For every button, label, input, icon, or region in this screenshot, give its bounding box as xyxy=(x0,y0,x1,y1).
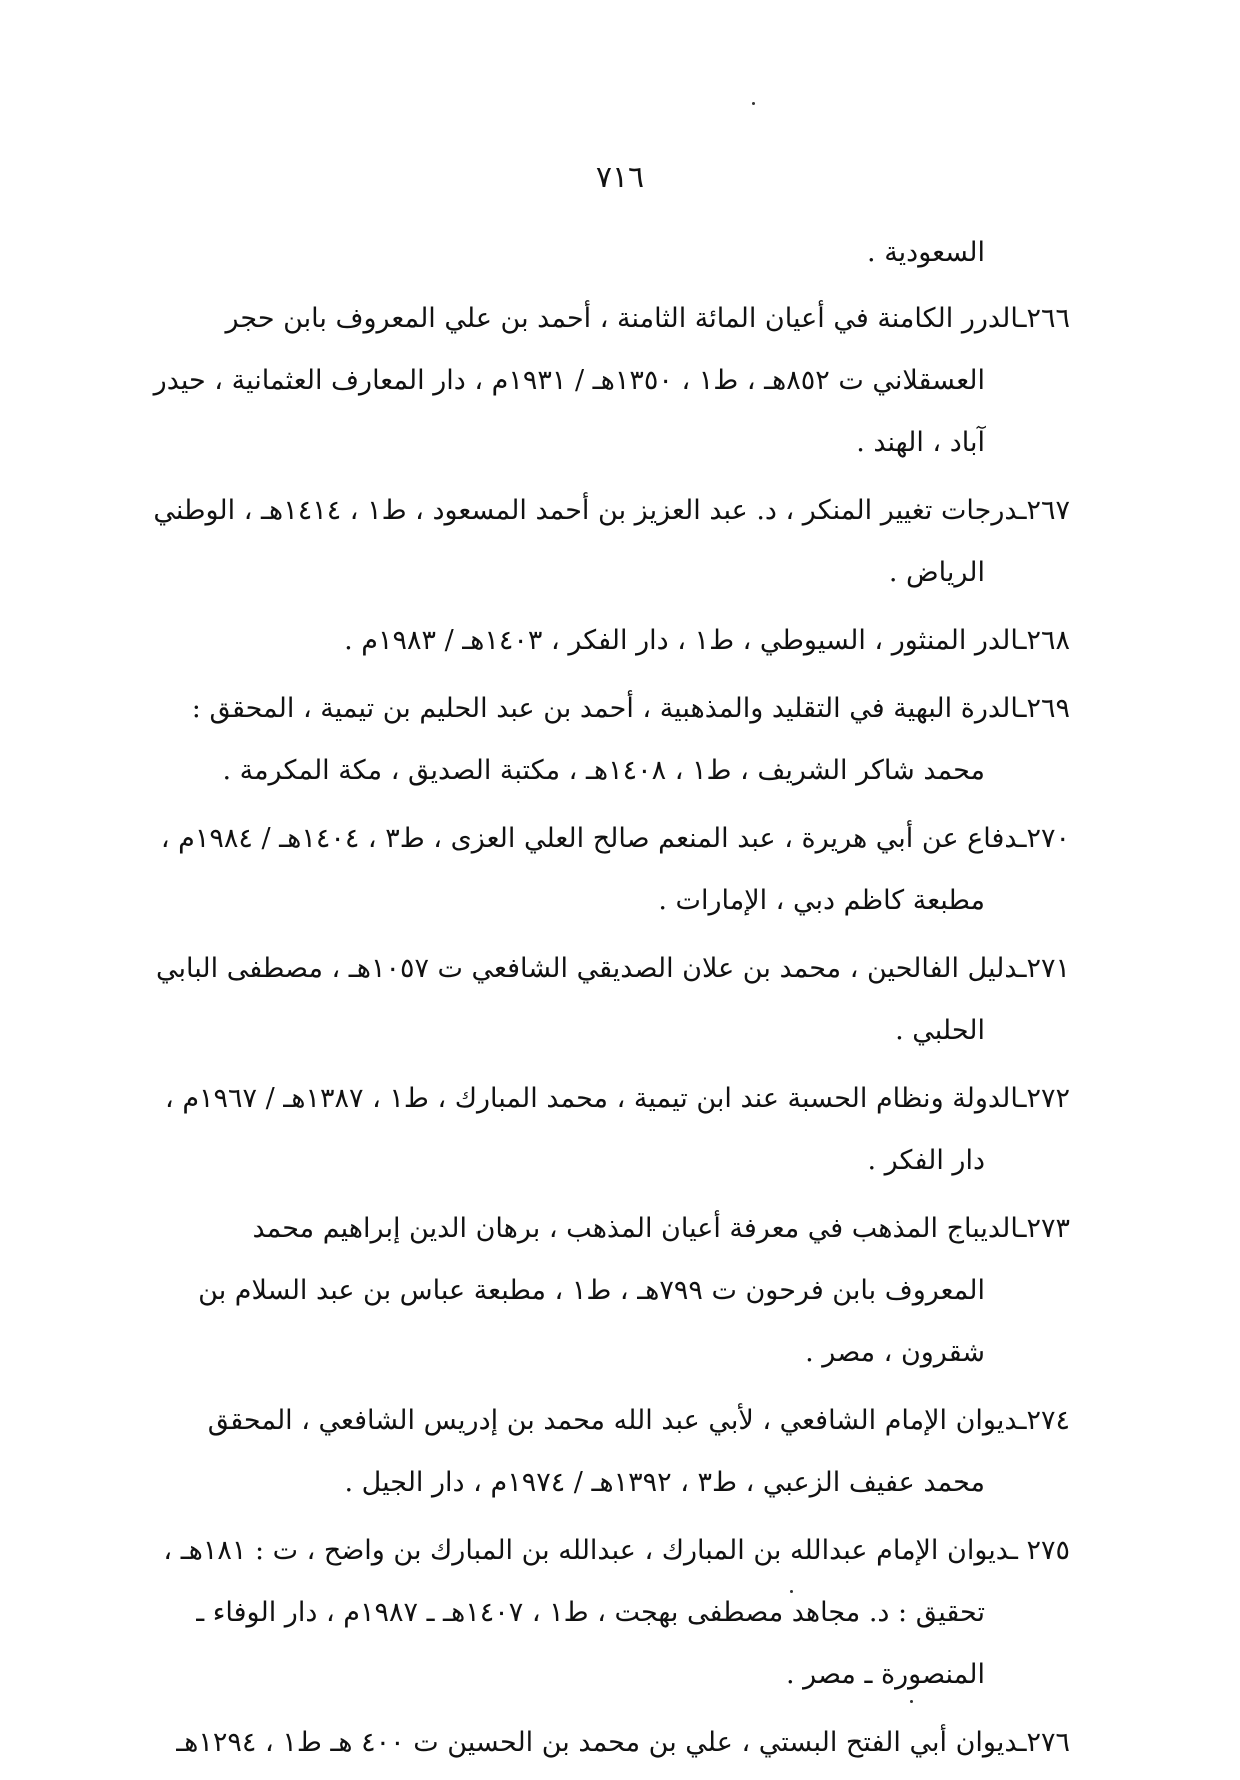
entry-number: ٢٧٣ـ xyxy=(1018,1213,1070,1244)
bibliography-entry xyxy=(150,1068,1070,1192)
entry-text: دليل الفالحين ، محمد بن علان الصديقي الشافعي ت ١٠٥٧هـ ، مصطفى البابي الحلبي . xyxy=(156,953,1019,1046)
entry-number: ٢٧٥ ـ xyxy=(1009,1535,1070,1566)
bibliography-entry xyxy=(150,480,1070,604)
bibliography-entry xyxy=(150,288,1070,474)
entry-text: ديوان الإمام عبدالله بن المبارك ، عبدالله بن المبارك بن واضح ، ت : ١٨١هـ ، تحقيق : د. مجاهد مصطفى بهجت ، ط١ ، ١٤٠٧هـ ـ ١٩٨٧م ، دار الوفاء ـ المنصورة ـ مصر . xyxy=(163,1535,1010,1690)
entry-text: الدرة البهية في التقليد والمذهبية ، أحمد بن عبد الحليم بن تيمية ، المحقق : محمد شاكر الشريف ، ط١ ، ١٤٠٨هـ ، مكتبة الصديق ، مكة المكرمة . xyxy=(191,693,1019,786)
bibliography-entry xyxy=(150,678,1070,802)
entries-container xyxy=(150,288,1070,1774)
bibliography-entry xyxy=(150,610,1070,672)
entry-number: ٢٧١ـ xyxy=(1018,953,1070,984)
bibliography-list xyxy=(150,222,1070,1780)
entry-text: الديباج المذهب في معرفة أعيان المذهب ، برهان الدين إبراهيم محمد المعروف بابن فرحون ت ٧٩٩هـ ، ط١ ، مطبعة عباس بن عبد السلام بن شقرون ، مصر . xyxy=(198,1213,1019,1368)
entry-text: درجات تغيير المنكر ، د. عبد العزيز بن أحمد المسعود ، ط١ ، ١٤١٤هـ ، الوطني الرياض . xyxy=(153,495,1019,588)
entry-number: ٢٦٧ـ xyxy=(1018,495,1070,526)
bibliography-entry xyxy=(150,1198,1070,1384)
entry-text: ديوان الإمام الشافعي ، لأبي عبد الله محمد بن إدريس الشافعي ، المحقق محمد عفيف الزعبي ، ط٣ ، ١٣٩٢هـ / ١٩٧٤م ، دار الجيل . xyxy=(207,1405,1019,1498)
bibliography-entry xyxy=(150,1390,1070,1514)
entry-number: ٢٧٦ـ xyxy=(1018,1727,1070,1758)
entry-number: ٢٧٤ـ xyxy=(1018,1405,1070,1436)
entry-number: ٢٧٢ـ xyxy=(1018,1083,1070,1114)
entry-number: ٢٧٠ـ xyxy=(1018,823,1070,854)
continued-text: السعودية . xyxy=(867,237,985,268)
entry-text: ديوان أبي الفتح البستي ، علي بن محمد بن الحسين ت ٤٠٠ هـ ط١ ، ١٢٩٤هـ xyxy=(176,1727,1019,1758)
scan-speck xyxy=(752,102,755,105)
bibliography-entry xyxy=(150,938,1070,1062)
bibliography-entry xyxy=(150,1712,1070,1774)
bibliography-entry xyxy=(150,808,1070,932)
entry-text: الدر المنثور ، السيوطي ، ط١ ، دار الفكر ، ١٤٠٣هـ / ١٩٨٣م . xyxy=(344,625,1019,656)
entry-text: الدرر الكامنة في أعيان المائة الثامنة ، أحمد بن علي المعروف بابن حجر العسقلاني ت ٨٥٢هـ ، ط١ ، ١٣٥٠هـ / ١٩٣١م ، دار المعارف العثمانية ، حيدر آباد ، الهند . xyxy=(153,303,1019,458)
entry-text: الدولة ونظام الحسبة عند ابن تيمية ، محمد المبارك ، ط١ ، ١٣٨٧هـ / ١٩٦٧م ، دار الفكر . xyxy=(165,1083,1019,1176)
entry-number: ٢٦٨ـ xyxy=(1018,625,1070,656)
entry-number: ٢٦٦ـ xyxy=(1018,303,1070,334)
page-number: ٧١٦ xyxy=(595,160,645,195)
bibliography-entry xyxy=(150,1520,1070,1706)
entry-number: ٢٦٩ـ xyxy=(1018,693,1070,724)
entry-text: دفاع عن أبي هريرة ، عبد المنعم صالح العلي العزى ، ط٣ ، ١٤٠٤هـ / ١٩٨٤م ، مطبعة كاظم دبي ، الإمارات . xyxy=(160,823,1019,916)
